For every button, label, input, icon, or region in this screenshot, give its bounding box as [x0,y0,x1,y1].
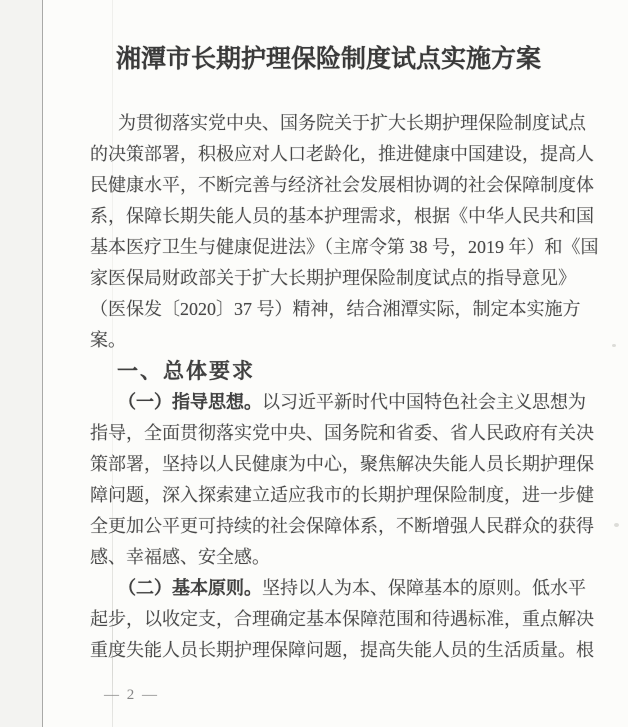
subsection-basic-principles-line [90,573,602,604]
subsection-text: 以习近平新时代中国特色社会主义思想为 [262,392,586,412]
subsection-text-line: 全更加公平更可持续的社会保障体系，不断增强人民群众的获得 [90,516,594,536]
intro-line: （医保发〔2020〕37 号）精神，结合湘潭实际，制定本实施方 [90,299,581,319]
document-body [90,108,602,666]
intro-line: 的决策部署，积极应对人口老龄化，推进健康中国建设，提高人 [90,144,594,164]
section-heading-overall-requirements: 一、总体要求 [117,359,255,383]
scan-speck [614,523,619,527]
subsection-text-line: 重度失能人员长期护理保障问题，提高失能人员的生活质量。根 [90,640,594,660]
scan-fold-line [42,0,43,727]
subsection-basic-principles-label: （二）基本原则。 [118,578,262,598]
subsection-guiding-ideology-line [90,387,602,418]
subsection-guiding-ideology-label: （一）指导思想。 [118,392,262,412]
page-number: — 2 — [104,687,159,703]
subsection-text-line: 策部署，坚持以人民健康为中心，聚焦解决失能人员长期护理保 [90,454,594,474]
document-title: 湘潭市长期护理保险制度试点实施方案 [116,46,542,73]
subsection-text: 坚持以人为本、保障基本的原则。低水平 [262,578,586,598]
intro-line: 系，保障长期失能人员的基本护理需求，根据《中华人民共和国 [90,206,594,226]
intro-line: 家医保局财政部关于扩大长期护理保险制度试点的指导意见》 [90,268,576,288]
scan-speck [612,344,616,347]
intro-line: 民健康水平，不断完善与经济社会发展相协调的社会保障制度体 [90,175,594,195]
scan-left-margin [0,0,42,727]
subsection-text-line: 障问题，深入探索建立适应我市的长期护理保险制度，进一步健 [90,485,594,505]
intro-line: 为贯彻落实党中央、国务院关于扩大长期护理保险制度试点 [118,113,586,133]
intro-line: 案。 [90,330,126,350]
subsection-text-line: 感、幸福感、安全感。 [90,547,270,567]
subsection-text-line: 起步，以收定支，合理确定基本保障范围和待遇标准，重点解决 [90,609,594,629]
intro-line: 基本医疗卫生与健康促进法》（主席令第 38 号，2019 年）和《国 [90,237,599,257]
subsection-text-line: 指导，全面贯彻落实党中央、国务院和省委、省人民政府有关决 [90,423,594,443]
